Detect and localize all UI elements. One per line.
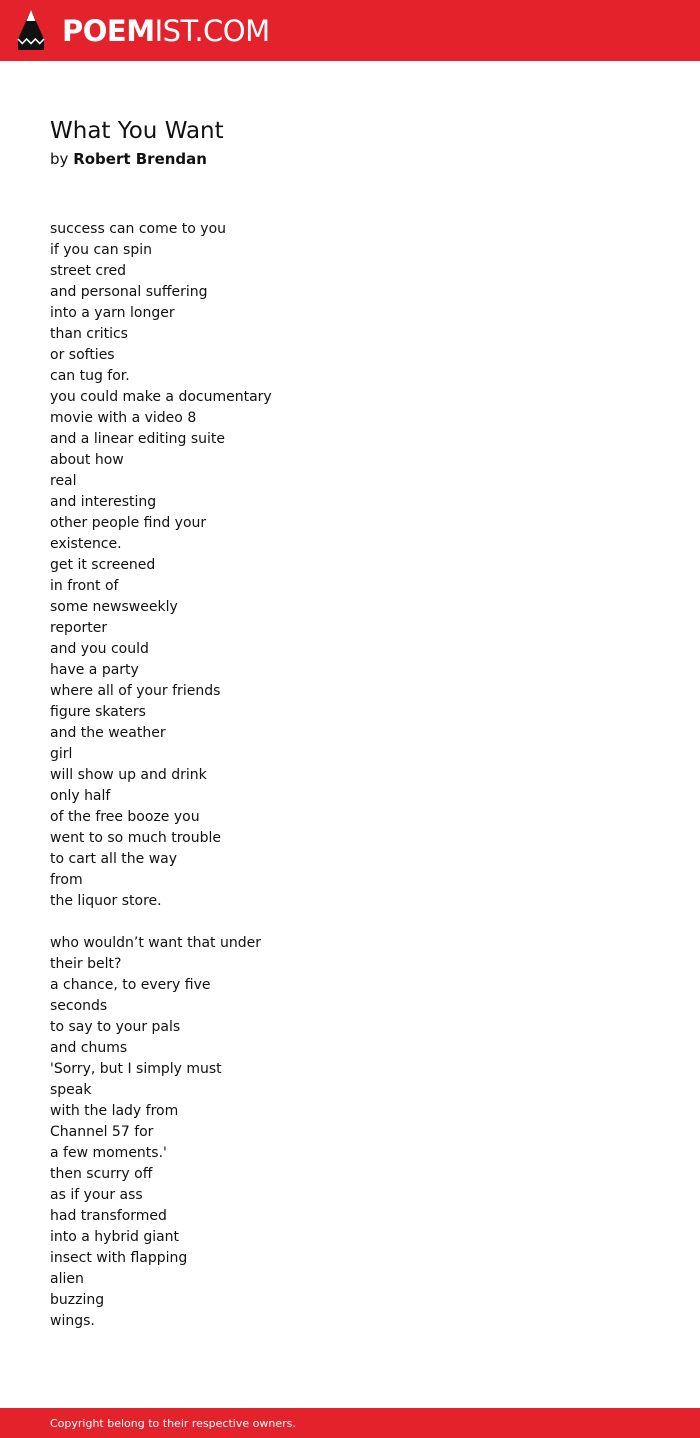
poem-author: Robert Brendan bbox=[73, 150, 207, 168]
poem-body bbox=[50, 219, 650, 1332]
poem-line: from bbox=[50, 872, 83, 888]
poem-line: and interesting bbox=[50, 494, 157, 510]
poem-line: only half bbox=[50, 788, 111, 804]
poem-line: real bbox=[50, 473, 77, 489]
poem-line: into a hybrid giant bbox=[50, 1229, 180, 1245]
poem-line: and a linear editing suite bbox=[50, 431, 226, 447]
poem-line: a few moments.' bbox=[50, 1145, 167, 1161]
poem-stanza bbox=[50, 219, 650, 912]
logo-text-light: IST.COM bbox=[154, 14, 270, 48]
poem-line: wings. bbox=[50, 1313, 95, 1329]
logo-text-bold: POEM bbox=[62, 14, 155, 48]
site-footer bbox=[0, 1408, 700, 1438]
poem-line: about how bbox=[50, 452, 124, 468]
poem-line: and chums bbox=[50, 1040, 128, 1056]
poem-line: if you can spin bbox=[50, 242, 152, 258]
poem-line: as if your ass bbox=[50, 1187, 143, 1203]
poem-line: a chance, to every five bbox=[50, 977, 211, 993]
poem-line: 'Sorry, but I simply must bbox=[50, 1061, 222, 1077]
poem-line: with the lady from bbox=[50, 1103, 179, 1119]
poem-line: buzzing bbox=[50, 1292, 105, 1308]
poem-stanza bbox=[50, 933, 650, 1332]
poem-line: insect with flapping bbox=[50, 1250, 188, 1266]
by-label: by bbox=[50, 150, 69, 168]
poem-line: to cart all the way bbox=[50, 851, 178, 867]
stanza-break bbox=[50, 912, 650, 933]
poem-line: their belt? bbox=[50, 956, 122, 972]
poem-line: went to so much trouble bbox=[50, 830, 221, 846]
poem-byline bbox=[50, 148, 207, 170]
poem-line: success can come to you bbox=[50, 221, 227, 237]
site-logo-text bbox=[62, 9, 270, 53]
poem-line: and the weather bbox=[50, 725, 166, 741]
poem-line: figure skaters bbox=[50, 704, 146, 720]
poem-line: you could make a documentary bbox=[50, 389, 272, 405]
poem-line: Channel 57 for bbox=[50, 1124, 154, 1140]
poem-line: will show up and drink bbox=[50, 767, 207, 783]
poem-line: to say to your pals bbox=[50, 1019, 181, 1035]
poem-line: alien bbox=[50, 1271, 84, 1287]
poem-line: get it screened bbox=[50, 557, 156, 573]
site-header bbox=[0, 0, 700, 61]
poem-line: and personal suffering bbox=[50, 284, 208, 300]
site-logo[interactable] bbox=[16, 9, 270, 53]
poem-line: in front of bbox=[50, 578, 119, 594]
poem-line: than critics bbox=[50, 326, 128, 342]
poem-line: then scurry off bbox=[50, 1166, 153, 1182]
footer-copyright: Copyright belong to their respective owners. bbox=[50, 1417, 296, 1430]
poem-line: seconds bbox=[50, 998, 108, 1014]
poem-line: can tug for. bbox=[50, 368, 130, 384]
poem-line: other people find your bbox=[50, 515, 207, 531]
poem-line: street cred bbox=[50, 263, 127, 279]
poem-line: speak bbox=[50, 1082, 92, 1098]
pencil-tip-icon bbox=[16, 9, 46, 53]
poem-line: have a party bbox=[50, 662, 139, 678]
poem-line: girl bbox=[50, 746, 73, 762]
poem-line: had transformed bbox=[50, 1208, 167, 1224]
poem-line: or softies bbox=[50, 347, 115, 363]
poem-line: of the free booze you bbox=[50, 809, 200, 825]
poem-line: existence. bbox=[50, 536, 122, 552]
poem-line: some newsweekly bbox=[50, 599, 178, 615]
poem-line: into a yarn longer bbox=[50, 305, 175, 321]
poem-line: and you could bbox=[50, 641, 149, 657]
poem-line: movie with a video 8 bbox=[50, 410, 197, 426]
poem-line: the liquor store. bbox=[50, 893, 162, 909]
poem-title: What You Want bbox=[50, 118, 224, 144]
poem-line: reporter bbox=[50, 620, 108, 636]
poem-line: where all of your friends bbox=[50, 683, 221, 699]
poem-line: who wouldn’t want that under bbox=[50, 935, 261, 951]
